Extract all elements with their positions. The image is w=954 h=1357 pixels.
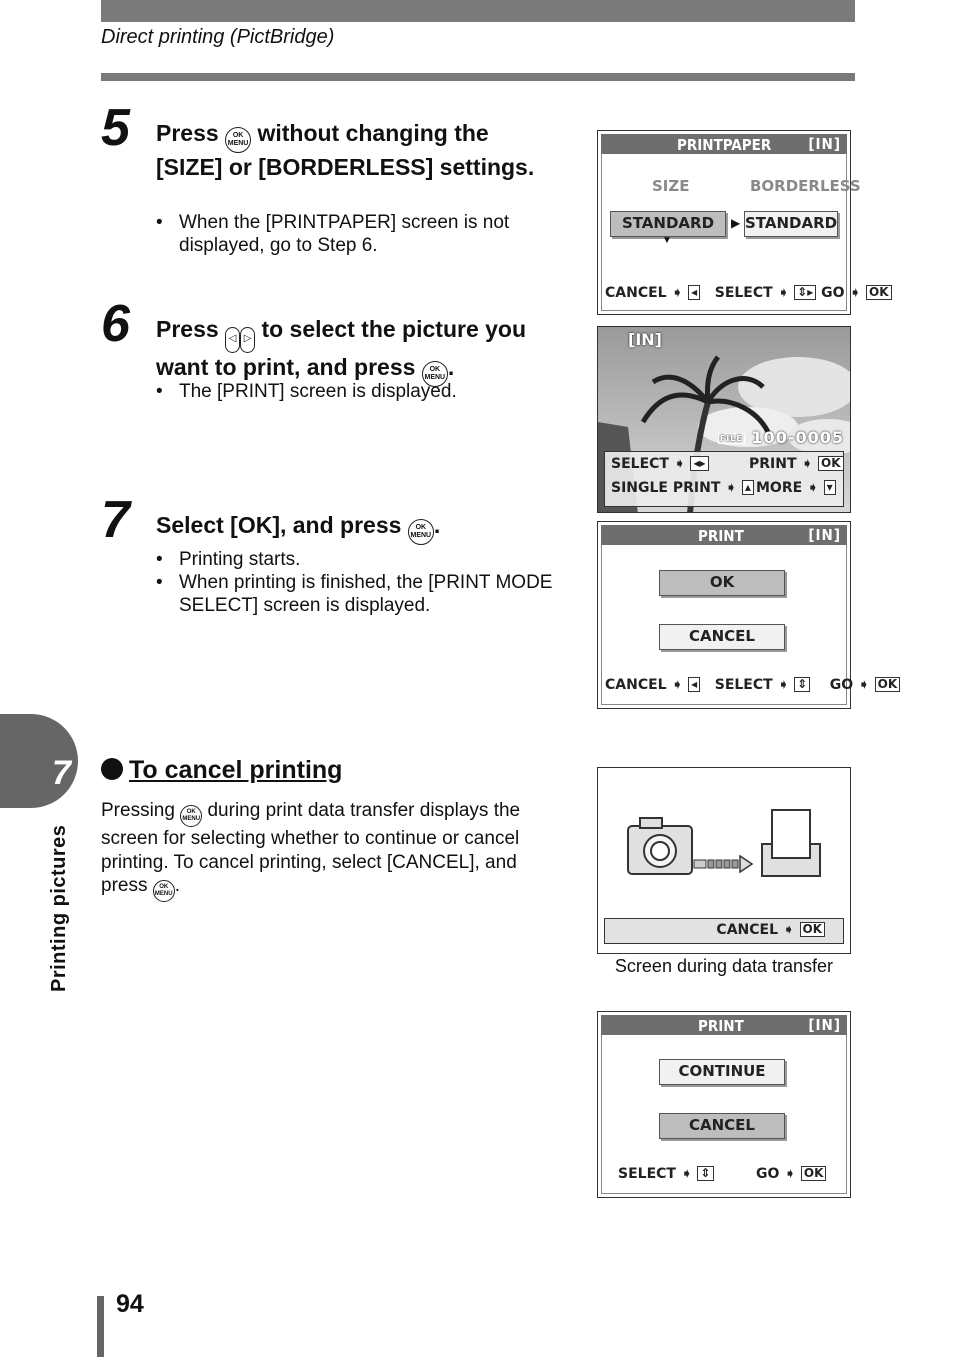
printer-icon (762, 810, 820, 876)
ok-menu-button-icon: OK MENU (408, 519, 434, 545)
ok-menu-button-icon: OK MENU (180, 805, 202, 827)
step-7-bullet-2: • When printing is finished, the [PRINT MODE SELECT] screen is displayed. (156, 572, 553, 616)
step-7-title: Select [OK], and press OK MENU . (156, 511, 556, 545)
bullet-circle-icon (101, 758, 123, 780)
borderless-column-label: BORDERLESS (750, 177, 861, 195)
printpaper-screen (597, 130, 889, 315)
right-triangle-icon: ▶ (731, 216, 741, 230)
cancel-paragraph: Pressing OK MENU during print data transfer displays the screen for selecting whether to continue or cancel printing. To cancel printing, select [CANCEL], and press OK MENU . (101, 799, 541, 902)
data-transfer-screen (597, 767, 851, 954)
step-5-number: 5 (101, 99, 130, 157)
camera-icon (628, 818, 692, 874)
transfer-footer: CANCEL ➧ OK (604, 918, 844, 944)
step-5-rest: without changing the [SIZE] or [BORDERLESS] settings. (156, 120, 535, 180)
down-triangle-icon: ▼ (662, 235, 672, 246)
size-option[interactable]: STANDARD (610, 211, 726, 237)
media-indicator: [IN] (628, 330, 662, 349)
page-number: 94 (116, 1290, 144, 1318)
photo-preview-screen (597, 326, 851, 513)
step-6-title: Press ◁ ▷ to select the picture you want to print, and press OK MENU . (156, 315, 556, 387)
screen-header: PRINT [IN] (601, 525, 847, 545)
size-column-label: SIZE (652, 177, 690, 195)
chapter-label: Printing pictures (48, 824, 70, 992)
photo-menu-panel: SELECT ➧ ◂▸ PRINT ➧ OK SINGLE PRINT ➧ ▴ MORE ➧ ▾ (604, 451, 844, 507)
screen-header: PRINT [IN] (601, 1015, 847, 1035)
transfer-progress-icon (694, 856, 752, 872)
screen-footer: CANCEL ➧ ◂ SELECT ➧ ⇕ GO ➧ OK (605, 677, 900, 693)
header-title: Direct printing (PictBridge) (101, 26, 335, 48)
transfer-screen-caption: Screen during data transfer (614, 956, 834, 976)
cancel-heading: To cancel printing (101, 756, 342, 785)
screen-footer-select: SELECT ➧ ⇕ (618, 1166, 714, 1182)
left-arrow-icon: ◁ (225, 327, 240, 353)
ok-menu-button-icon: OK MENU (225, 127, 251, 153)
screen-footer-go: GO ➧ OK (756, 1166, 826, 1182)
page-number-bar (97, 1296, 104, 1357)
screen-header: PRINTPAPER [IN] (601, 134, 847, 154)
file-number: FILE 100-0005 (719, 428, 844, 447)
cancel-option[interactable]: CANCEL (659, 624, 785, 650)
header-rule (101, 73, 855, 81)
step-6-bullet: • The [PRINT] screen is displayed. (156, 381, 457, 402)
print-cancel-screen (597, 1011, 851, 1198)
file-tag-icon: FILE (719, 434, 743, 443)
print-confirm-screen (597, 521, 898, 709)
step-6-number: 6 (101, 295, 130, 353)
cancel-option[interactable]: CANCEL (659, 1113, 785, 1139)
borderless-option[interactable]: STANDARD (744, 211, 838, 237)
chapter-tab: 7 (0, 714, 78, 808)
ok-menu-button-icon: OK MENU (153, 880, 175, 902)
right-arrow-icon: ▷ (240, 327, 255, 353)
step-7-bullet-1: • Printing starts. (156, 549, 301, 570)
ok-option[interactable]: OK (659, 570, 785, 596)
step-5-press: Press (156, 120, 219, 146)
screen-footer: CANCEL ➧ ◂ SELECT ➧ ⇕▸ GO ➧ OK (605, 285, 892, 301)
camera-to-printer-illustration (622, 798, 862, 898)
step-5-title (156, 119, 556, 181)
top-bar (101, 0, 855, 22)
step-7-number: 7 (101, 491, 130, 549)
continue-option[interactable]: CONTINUE (659, 1059, 785, 1085)
ok-menu-button-icon: OK MENU (422, 361, 448, 387)
step-5-bullet: • When the [PRINTPAPER] screen is not displayed, go to Step 6. (156, 212, 510, 256)
